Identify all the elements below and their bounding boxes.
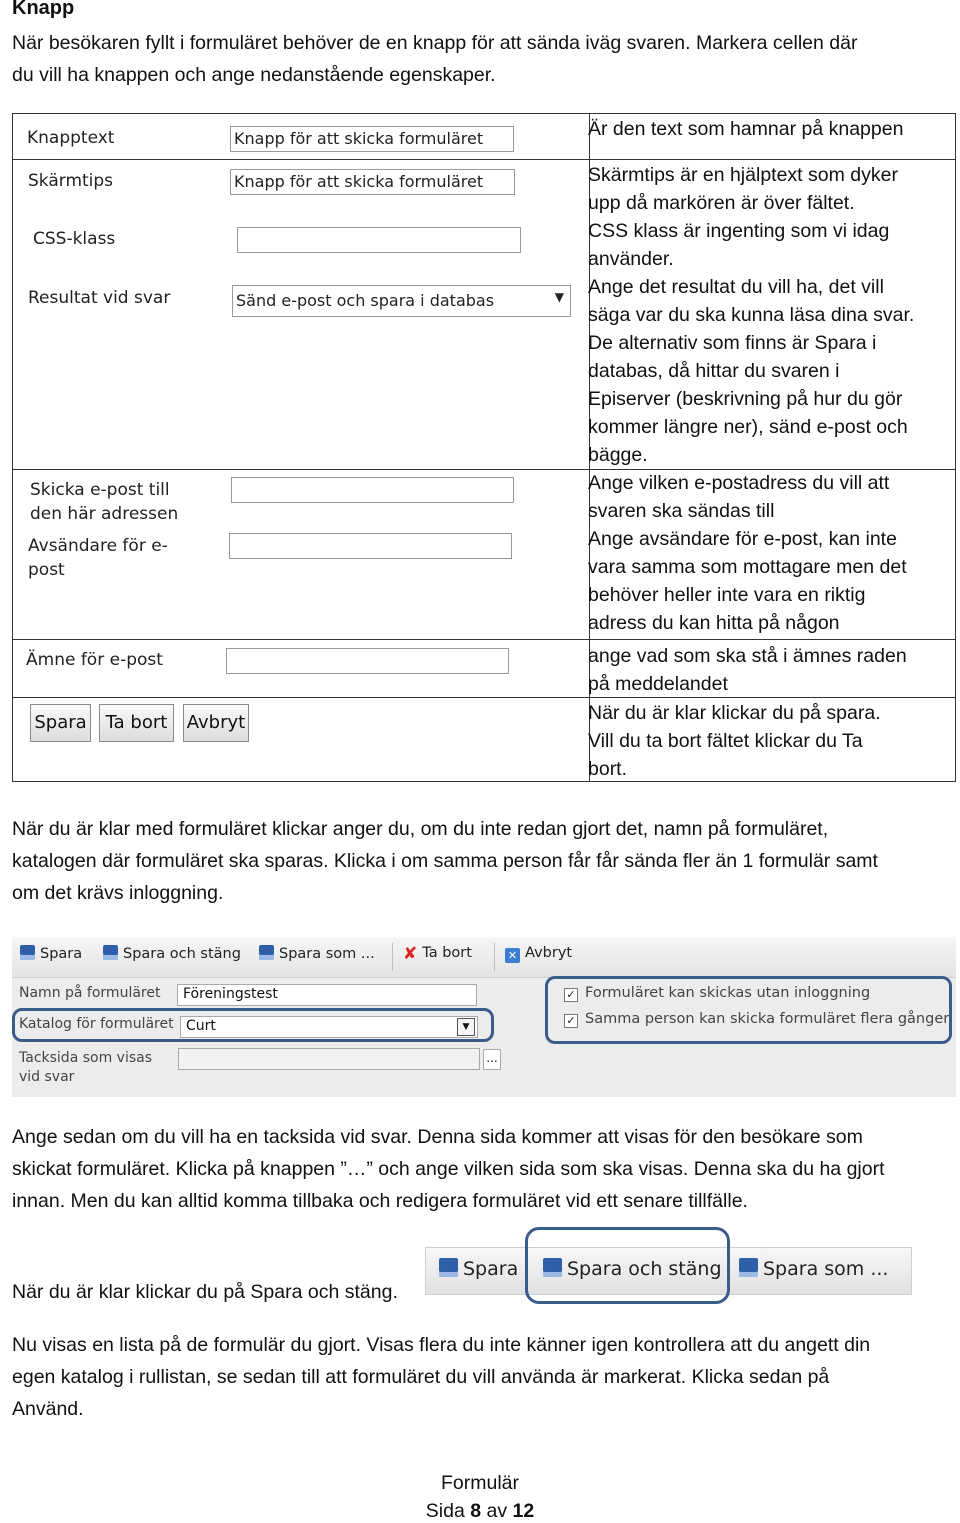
skicka-epost-input[interactable] — [231, 477, 514, 503]
delete-icon: ✘ — [403, 944, 418, 964]
description-line: Är den text som hamnar på knappen — [588, 118, 904, 140]
description-line: CSS klass är ingenting som vi idag — [588, 220, 890, 242]
paragraph-line: Använd. — [12, 1398, 84, 1420]
avsandare-input[interactable] — [229, 533, 512, 559]
description-line: När du är klar klickar du på spara. — [588, 702, 881, 724]
katalog-label: Katalog för formuläret — [19, 1016, 174, 1032]
intro-line: När besökaren fyllt i formuläret behöver de en knapp för att sända iväg svaren. Markera cellen där — [12, 32, 858, 54]
description-line: säga var du ska kunna läsa dina svar. — [588, 304, 915, 326]
checkbox-checked-icon: ✓ — [564, 1014, 578, 1028]
description-buttons — [588, 699, 943, 783]
namn-label: Namn på formuläret — [19, 985, 161, 1001]
skicka-epost-label-line: den här adressen — [30, 504, 179, 524]
paragraph-line: egen katalog i rullistan, se sedan till att formuläret du vill använda är markerat. Klicka sedan på — [12, 1366, 830, 1388]
paragraph-line: innan. Men du kan alltid komma tillbaka och redigera formuläret vid ett senare tillfälle. — [12, 1190, 748, 1212]
tacksida-label-line: vid svar — [19, 1069, 75, 1085]
description-line: bort. — [588, 758, 628, 780]
paragraph-list — [12, 1329, 952, 1425]
paragraph-line: När du är klar med formuläret klickar anger du, om du inte redan gjort det, namn på formuläret, — [12, 818, 829, 840]
description-line: Ange det resultat du vill ha, det vill — [588, 276, 884, 298]
save-icon — [103, 945, 118, 960]
tacksida-label-line: Tacksida som visas — [19, 1050, 153, 1066]
paragraph-tacksida — [12, 1121, 952, 1217]
ta-bort-button[interactable]: Ta bort — [99, 704, 174, 742]
save-icon — [739, 1258, 758, 1277]
chevron-down-icon: ▼ — [457, 1018, 475, 1036]
katalog-select-value: Curt — [186, 1018, 216, 1034]
toolbar-separator — [494, 943, 495, 971]
toolbar-save[interactable] — [439, 1258, 518, 1280]
toolbar-save-close-label: Spara och stäng — [123, 946, 241, 962]
toolbar-save-close-label: Spara och stäng — [567, 1258, 722, 1280]
spara-button[interactable]: Spara — [30, 704, 91, 742]
browse-button[interactable]: ... — [483, 1049, 501, 1070]
paragraph-form-settings — [12, 813, 952, 909]
highlight-checkboxes — [545, 976, 952, 1044]
resultat-label: Resultat vid svar — [28, 288, 171, 308]
save-icon — [439, 1258, 458, 1277]
toolbar-save-as[interactable] — [739, 1258, 888, 1280]
description-line: behöver heller inte vara en riktig — [588, 584, 866, 606]
skarmtips-input[interactable]: Knapp för att skicka formuläret — [230, 169, 515, 195]
save-icon — [259, 945, 274, 960]
skicka-epost-label — [30, 478, 178, 526]
resultat-select[interactable] — [232, 285, 571, 317]
toolbar-save-as-label: Spara som ... — [763, 1258, 889, 1280]
paragraph-line: Nu visas en lista på de formulär du gjort. Visas flera du inte känner igen kontrollera att du angett din — [12, 1334, 871, 1356]
chevron-down-icon: ▼ — [554, 290, 564, 304]
checkbox-no-login-label: Formuläret kan skickas utan inloggning — [585, 985, 871, 1001]
description-line: De alternativ som finns är Spara i — [588, 332, 877, 354]
toolbar-delete-label: Ta bort — [422, 945, 472, 961]
toolbar-save-label: Spara — [463, 1258, 519, 1280]
footer-page-total: 12 — [512, 1500, 535, 1522]
paragraph-save-close: När du är klar klickar du på Spara och stäng. — [12, 1281, 398, 1303]
css-class-label: CSS-klass — [33, 229, 116, 249]
highlight-katalog — [12, 1008, 494, 1042]
knapptext-label: Knapptext — [27, 128, 115, 148]
description-amne — [588, 642, 943, 698]
checkbox-multiple-label: Samma person kan skicka formuläret flera gånger — [585, 1011, 950, 1027]
toolbar-separator — [392, 943, 393, 971]
amne-label: Ämne för e-post — [26, 650, 163, 670]
footer-page — [0, 1500, 960, 1523]
footer-page-mid: av — [486, 1500, 508, 1522]
toolbar-delete[interactable] — [403, 945, 472, 962]
intro-line: du vill ha knappen och ange nedanstående egenskaper. — [12, 64, 496, 86]
highlight-save-close — [525, 1227, 730, 1304]
footer-title: Formulär — [440, 1472, 519, 1494]
toolbar-cancel[interactable] — [505, 945, 572, 963]
avbryt-button[interactable]: Avbryt — [183, 704, 249, 742]
amne-input[interactable] — [226, 648, 509, 674]
resultat-select-value: Sänd e-post och spara i databas — [236, 291, 495, 310]
description-line: använder. — [588, 248, 674, 270]
description-line: bägge. — [588, 444, 648, 466]
paragraph-line: skickat formuläret. Klicka på knappen ”…” och ange vilken sida som ska visas. Denna ska du ha gjort — [12, 1158, 885, 1180]
tacksida-label — [19, 1049, 152, 1087]
paragraph-line: Ange sedan om du vill ha en tacksida vid svar. Denna sida kommer att visas för den besökare som — [12, 1126, 863, 1148]
toolbar-save[interactable] — [20, 945, 82, 962]
tacksida-input[interactable] — [178, 1048, 480, 1070]
row-divider — [13, 639, 955, 640]
footer-page-prefix: Sida — [425, 1500, 465, 1522]
row-divider — [13, 159, 955, 160]
description-line: ange vad som ska stå i ämnes raden — [588, 645, 907, 667]
save-icon — [20, 945, 35, 960]
description-line: kommer längre ner), sänd e-post och — [588, 416, 908, 438]
paragraph-line: om det krävs inloggning. — [12, 882, 224, 904]
cancel-icon: ✕ — [505, 948, 520, 963]
description-knapptext — [588, 115, 943, 143]
avsandare-label-line: Avsändare för e- — [28, 536, 168, 556]
skicka-epost-label-line: Skicka e-post till — [30, 480, 170, 500]
description-line: svaren ska sändas till — [588, 500, 775, 522]
css-class-input[interactable] — [237, 227, 521, 253]
skarmtips-label: Skärmtips — [28, 171, 114, 191]
toolbar-save-close[interactable] — [103, 945, 241, 962]
checkbox-checked-icon: ✓ — [564, 988, 578, 1002]
namn-input[interactable]: Föreningstest — [177, 984, 477, 1006]
description-block — [588, 161, 943, 637]
form-settings-screenshot — [12, 937, 956, 1097]
toolbar-save-as[interactable] — [259, 945, 375, 962]
description-line: Vill du ta bort fältet klickar du Ta — [588, 730, 863, 752]
avsandare-label-line: post — [28, 560, 65, 580]
description-line: Ange avsändare för e-post, kan inte — [588, 528, 897, 550]
description-line: Episerver (beskrivning på hur du gör — [588, 388, 903, 410]
toolbar-save-label: Spara — [40, 946, 83, 962]
avsandare-label — [28, 534, 168, 582]
description-line: upp då markören är över fältet. — [588, 192, 855, 214]
toolbar — [12, 937, 956, 978]
description-line: Ange vilken e-postadress du vill att — [588, 472, 890, 494]
description-line: databas, då hittar du svaren i — [588, 360, 840, 382]
intro-paragraph — [12, 27, 952, 91]
description-line: adress du kan hitta på någon — [588, 612, 840, 634]
paragraph-line: katalogen där formuläret ska sparas. Klicka i om samma person får får sända fler än 1 formulär samt — [12, 850, 878, 872]
description-line: på meddelandet — [588, 673, 728, 695]
description-line: vara samma som mottagare men det — [588, 556, 907, 578]
footer-page-number: 8 — [470, 1500, 482, 1522]
toolbar-save-as-label: Spara som ... — [279, 946, 375, 962]
description-line: Skärmtips är en hjälptext som dyker — [588, 164, 898, 186]
knapptext-input[interactable]: Knapp för att skicka formuläret — [230, 126, 514, 152]
toolbar-cancel-label: Avbryt — [525, 945, 573, 961]
section-heading: Knapp — [12, 0, 75, 19]
